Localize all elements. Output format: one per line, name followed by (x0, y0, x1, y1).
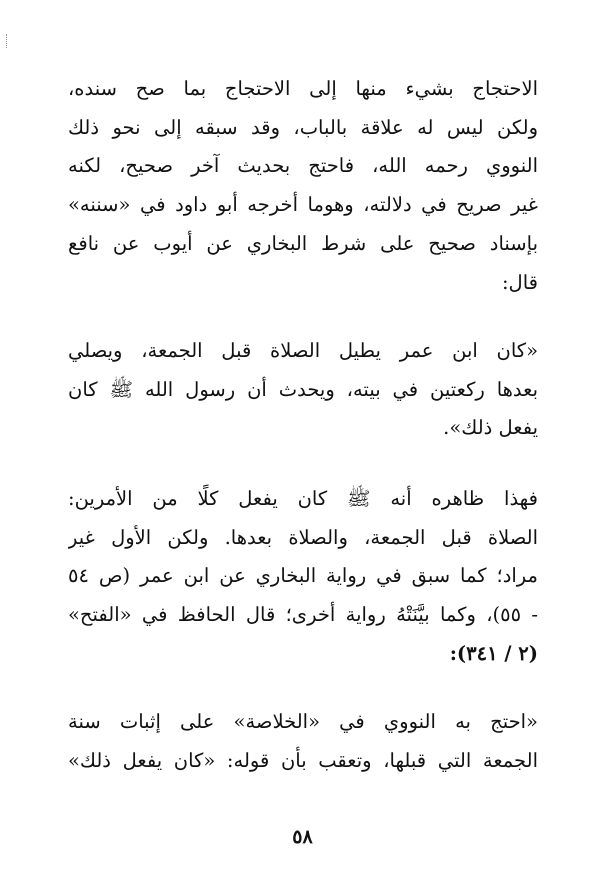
text-line: «احتج به النووي في «الخلاصة» على إثبات سنة (68, 710, 538, 733)
paragraph-4-quote (68, 703, 538, 780)
text-line: الجمعة التي قبلها، وتعقب بأن قوله: «كان يفعل ذلك» (68, 748, 538, 772)
text-line: فهذا ظاهره أنه ﷺ كان يفعل كلًا من الأمرين: (68, 487, 538, 510)
page-number: ٥٨ (292, 826, 313, 848)
text-line: ولكن ليس له علاقة بالباب، وقد سبقه إلى نحو ذلك (68, 115, 538, 139)
text-line: غير صريح في دلالته، وهوما أخرجه أبو داود في «سننه» (68, 193, 538, 217)
text-line: بعدها ركعتين في بيته، ويحدث أن رسول الله ﷺ كان (68, 377, 538, 401)
paragraph-1 (68, 70, 538, 302)
text-line: «كان ابن عمر يطيل الصلاة قبل الجمعة، ويصلي (68, 339, 538, 362)
margin-mark (6, 34, 11, 48)
text-line: (٢ / ٣٤١): (449, 641, 538, 665)
paragraph-3 (68, 480, 538, 674)
text-line: يفعل ذلك». (443, 416, 538, 440)
text-line: الصلاة قبل الجمعة، والصلاة بعدها. ولكن الأول غير (68, 525, 538, 549)
text-line: النووي رحمه الله، فاحتج بحديث آخر صحيح، لكنه (68, 154, 538, 178)
text-line: مراد؛ كما سبق في رواية البخاري عن ابن عمر (ص ٥٤ (68, 564, 538, 588)
text-line: قال: (501, 270, 538, 294)
text-line: بإسناد صحيح على شرط البخاري عن أيوب عن نافع (68, 231, 538, 255)
paragraph-2-hadith-quote (68, 332, 538, 448)
text-line: الاحتجاج بشيء منها إلى الاحتجاج بما صح سنده، (68, 77, 538, 100)
text-line: - ٥٥)، وكما بيَّنَتْهُ رواية أخرى؛ قال الحافظ في «الفتح» (68, 603, 538, 627)
